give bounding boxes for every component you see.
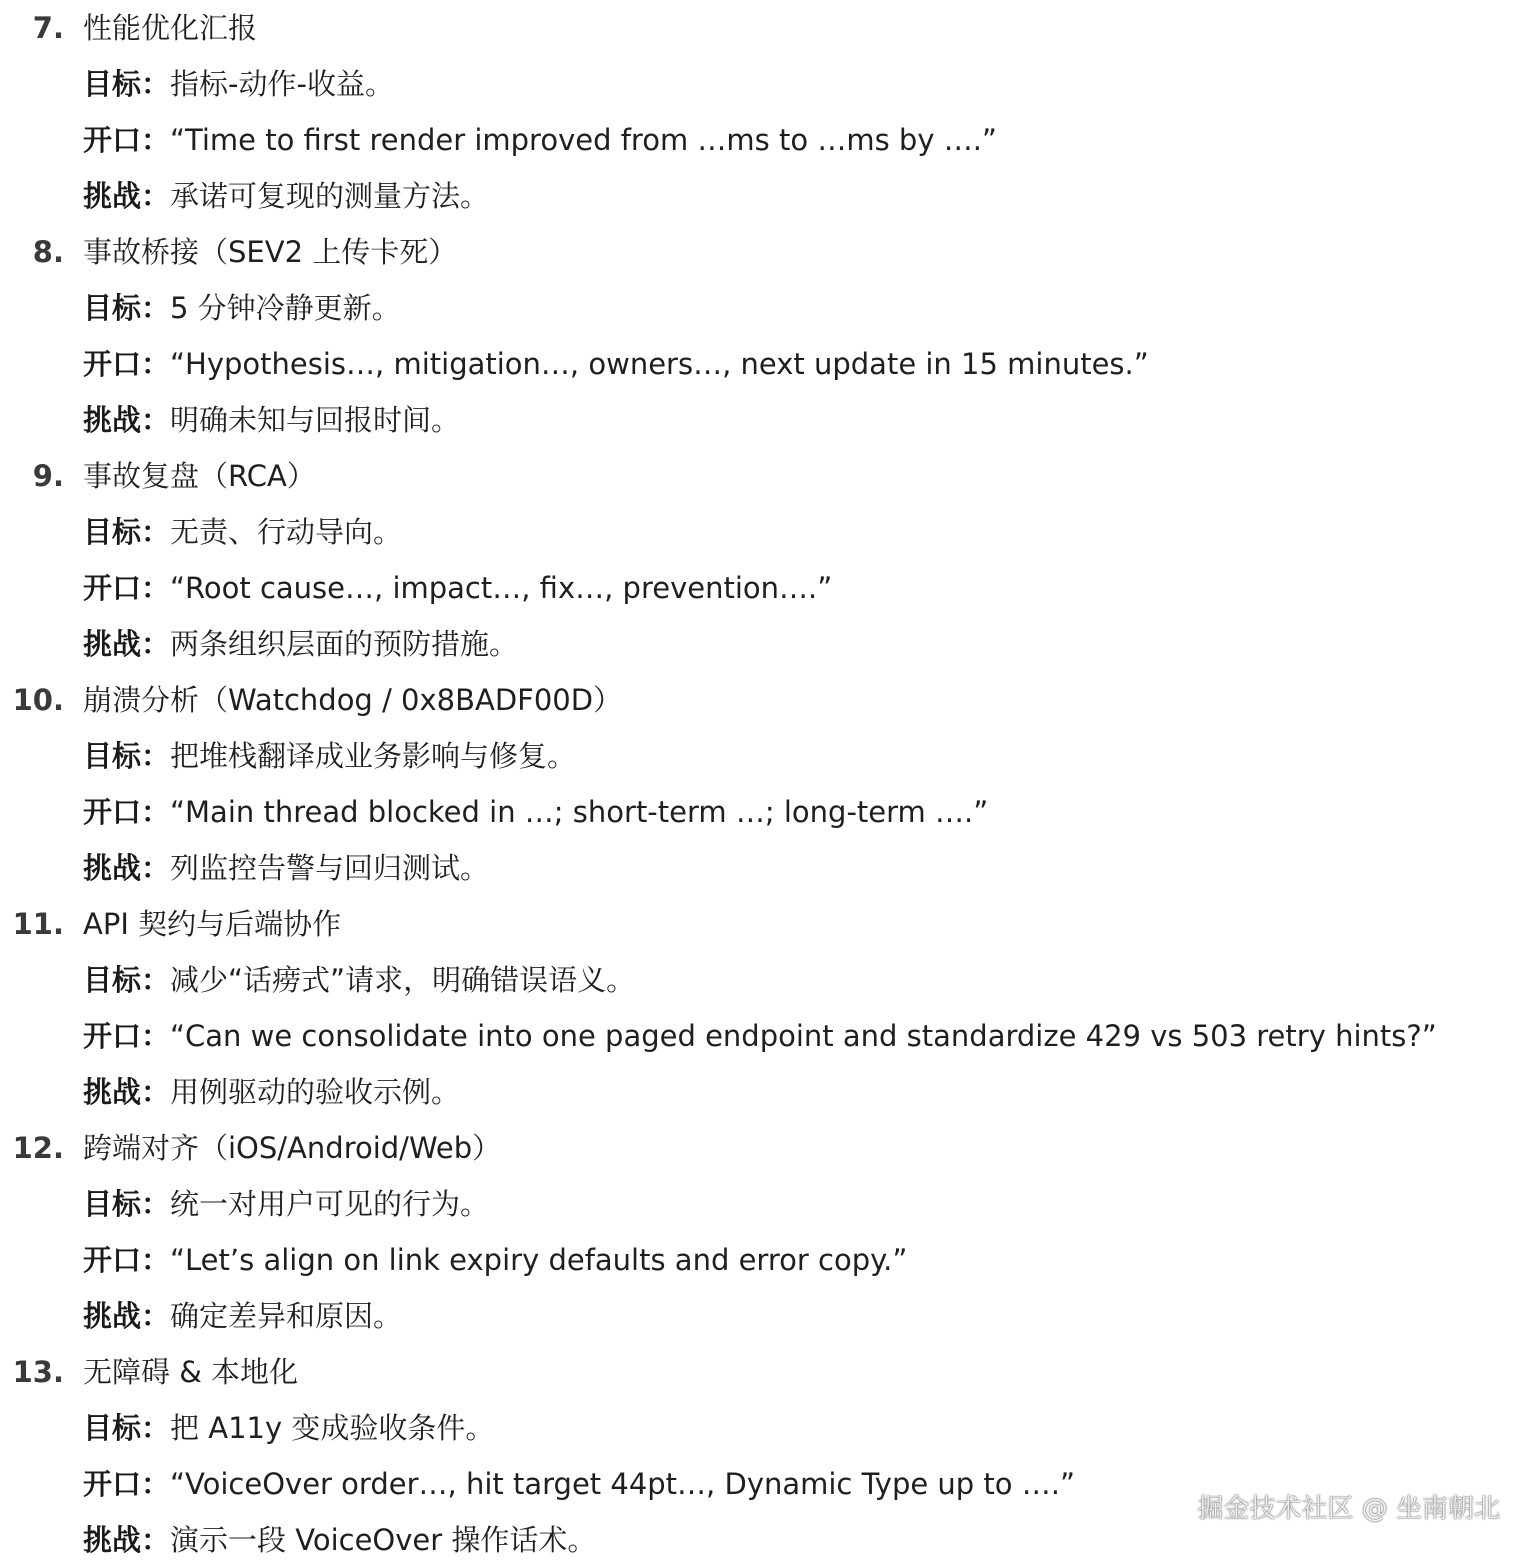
item-number: 7.: [32, 11, 64, 45]
goal-line: [0, 728, 1536, 784]
goal-text: 把堆栈翻译成业务影响与修复。: [170, 739, 577, 773]
goal-text: 指标-动作-收益。: [170, 67, 394, 101]
watermark: 掘金技术社区 @ 坐南朝北: [1197, 1494, 1500, 1524]
opening-text: “Time to first render improved from …ms to …ms by ….”: [170, 123, 997, 157]
opening-text: “Hypothesis…, mitigation…, owners…, next update in 15 minutes.”: [170, 347, 1149, 381]
item-title: 无障碍 & 本地化: [83, 1355, 299, 1389]
list-item-9: [0, 448, 1536, 672]
opening-line: [0, 112, 1536, 168]
opening-label: 开口：: [83, 1467, 171, 1501]
item-number: 11.: [12, 907, 64, 941]
item-heading: [0, 672, 1536, 728]
challenge-label: 挑战：: [83, 1075, 171, 1109]
challenge-line: [0, 616, 1536, 672]
list-item-12: [0, 1120, 1536, 1344]
item-number: 10.: [12, 683, 64, 717]
opening-text: “Let’s align on link expiry defaults and error copy.”: [170, 1243, 908, 1277]
challenge-line: [0, 1288, 1536, 1344]
goal-line: [0, 1176, 1536, 1232]
item-title: 事故复盘（RCA）: [83, 459, 316, 493]
goal-text: 5 分钟冷静更新。: [170, 291, 401, 325]
challenge-line: [0, 840, 1536, 896]
item-number: 13.: [12, 1355, 64, 1389]
item-heading: [0, 224, 1536, 280]
goal-label: 目标：: [83, 1187, 171, 1221]
goal-label: 目标：: [83, 1411, 171, 1445]
opening-line: [0, 336, 1536, 392]
goal-text: 统一对用户可见的行为。: [170, 1187, 490, 1221]
opening-text: “Root cause…, impact…, fix…, prevention….”: [170, 571, 833, 605]
challenge-line: [0, 1064, 1536, 1120]
challenge-label: 挑战：: [83, 403, 171, 437]
goal-label: 目标：: [83, 963, 171, 997]
item-title: 事故桥接（SEV2 上传卡死）: [83, 235, 458, 269]
goal-line: [0, 1400, 1536, 1456]
goal-text: 无责、行动导向。: [170, 515, 403, 549]
item-title: API 契约与后端协作: [83, 907, 342, 941]
goal-label: 目标：: [83, 739, 171, 773]
opening-text: “Can we consolidate into one paged endpoint and standardize 429 vs 503 retry hints?”: [170, 1019, 1437, 1053]
goal-label: 目标：: [83, 291, 171, 325]
challenge-text: 演示一段 VoiceOver 操作话术。: [170, 1523, 597, 1557]
opening-label: 开口：: [83, 571, 171, 605]
challenge-text: 明确未知与回报时间。: [170, 403, 461, 437]
item-number: 12.: [12, 1131, 64, 1165]
challenge-label: 挑战：: [83, 1299, 171, 1333]
list-item-7: [0, 0, 1536, 224]
challenge-text: 列监控告警与回归测试。: [170, 851, 490, 885]
goal-text: 把 A11y 变成验收条件。: [170, 1411, 495, 1445]
item-heading: [0, 448, 1536, 504]
opening-line: [0, 1008, 1536, 1064]
opening-line: [0, 560, 1536, 616]
item-title: 崩溃分析（Watchdog / 0x8BADF00D）: [83, 683, 623, 717]
opening-text: “VoiceOver order…, hit target 44pt…, Dynamic Type up to ….”: [170, 1467, 1076, 1501]
item-title: 性能优化汇报: [83, 11, 258, 45]
challenge-text: 确定差异和原因。: [170, 1299, 403, 1333]
goal-label: 目标：: [83, 67, 171, 101]
item-heading: [0, 0, 1536, 56]
goal-text: 减少“话痨式”请求，明确错误语义。: [170, 963, 636, 997]
opening-line: [0, 1232, 1536, 1288]
opening-label: 开口：: [83, 795, 171, 829]
goal-line: [0, 280, 1536, 336]
goal-line: [0, 56, 1536, 112]
list-item-13: [0, 1344, 1536, 1568]
item-heading: [0, 1344, 1536, 1400]
opening-label: 开口：: [83, 347, 171, 381]
challenge-text: 用例驱动的验收示例。: [170, 1075, 461, 1109]
opening-label: 开口：: [83, 1243, 171, 1277]
list-item-11: [0, 896, 1536, 1120]
challenge-label: 挑战：: [83, 851, 171, 885]
list-item-10: [0, 672, 1536, 896]
challenge-text: 两条组织层面的预防措施。: [170, 627, 519, 661]
challenge-line: [0, 392, 1536, 448]
challenge-text: 承诺可复现的测量方法。: [170, 179, 490, 213]
item-heading: [0, 896, 1536, 952]
goal-label: 目标：: [83, 515, 171, 549]
item-number: 9.: [32, 459, 64, 493]
item-number: 8.: [32, 235, 64, 269]
item-title: 跨端对齐（iOS/Android/Web）: [83, 1131, 502, 1165]
opening-label: 开口：: [83, 1019, 171, 1053]
opening-label: 开口：: [83, 123, 171, 157]
challenge-line: [0, 168, 1536, 224]
goal-line: [0, 504, 1536, 560]
challenge-label: 挑战：: [83, 179, 171, 213]
opening-text: “Main thread blocked in …; short-term …; long-term ….”: [170, 795, 989, 829]
challenge-label: 挑战：: [83, 1523, 171, 1557]
goal-line: [0, 952, 1536, 1008]
challenge-label: 挑战：: [83, 627, 171, 661]
list-item-8: [0, 224, 1536, 448]
opening-line: [0, 784, 1536, 840]
item-heading: [0, 1120, 1536, 1176]
